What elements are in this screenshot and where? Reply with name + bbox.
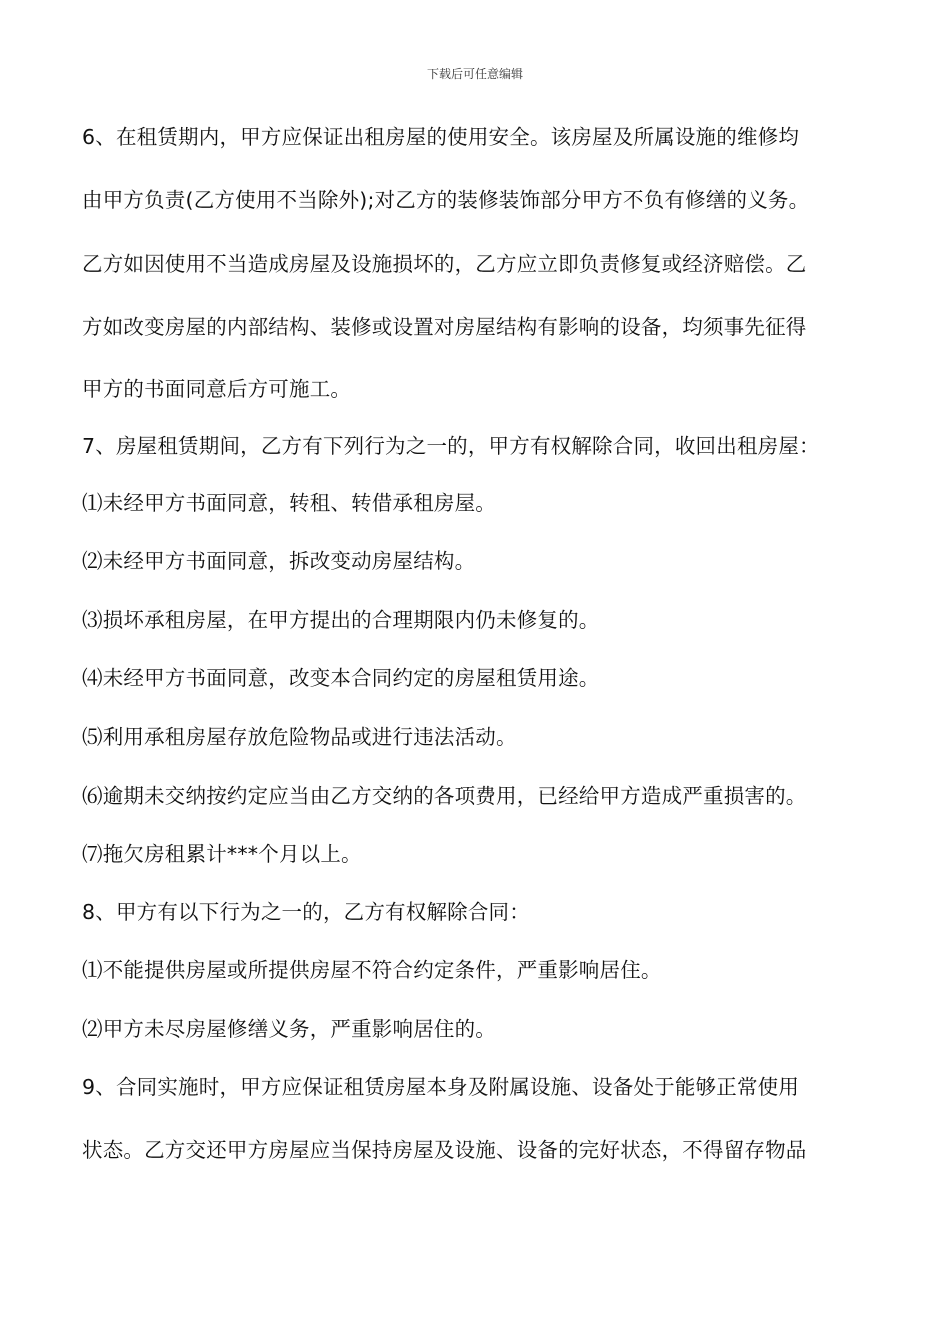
list-item: ⑵未经甲方书面同意，拆改变动房屋结构。 bbox=[82, 549, 476, 573]
text-line: 7、房屋租赁期间，乙方有下列行为之一的，甲方有权解除合同，收回出租房屋： bbox=[82, 434, 820, 458]
list-item: ⑴未经甲方书面同意，转租、转借承租房屋。 bbox=[82, 491, 496, 515]
text-line: 乙方如因使用不当造成房屋及设施损坏的，乙方应立即负责修复或经济赔偿。乙 bbox=[82, 252, 807, 276]
list-item: ⑷未经甲方书面同意，改变本合同约定的房屋租赁用途。 bbox=[82, 666, 600, 690]
text-line: 甲方的书面同意后方可施工。 bbox=[82, 377, 352, 401]
text-line: 状态。乙方交还甲方房屋应当保持房屋及设施、设备的完好状态，不得留存物品 bbox=[82, 1138, 807, 1162]
page-header: 下载后可任意编辑 bbox=[426, 67, 523, 81]
text-line: 8、甲方有以下行为之一的，乙方有权解除合同： bbox=[82, 900, 530, 924]
list-item: ⑴不能提供房屋或所提供房屋不符合约定条件，严重影响居住。 bbox=[82, 958, 662, 982]
text-line: 9、合同实施时，甲方应保证租赁房屋本身及附属设施、设备处于能够正常使用 bbox=[82, 1075, 800, 1099]
list-item: ⑵甲方未尽房屋修缮义务，严重影响居住的。 bbox=[82, 1017, 496, 1041]
text-line: 由甲方负责(乙方使用不当除外);对乙方的装修装饰部分甲方不负有修缮的义务。 bbox=[82, 188, 810, 212]
list-item: ⑶损坏承租房屋，在甲方提出的合理期限内仍未修复的。 bbox=[82, 608, 600, 632]
text-line: 方如改变房屋的内部结构、装修或设置对房屋结构有影响的设备，均须事先征得 bbox=[82, 315, 807, 339]
text-line: 6、在租赁期内，甲方应保证出租房屋的使用安全。该房屋及所属设施的维修均 bbox=[82, 125, 800, 149]
list-item: ⑺拖欠房租累计***个月以上。 bbox=[82, 842, 362, 866]
list-item: ⑹逾期未交纳按约定应当由乙方交纳的各项费用，已经给甲方造成严重损害的。 bbox=[82, 784, 807, 808]
list-item: ⑸利用承租房屋存放危险物品或进行违法活动。 bbox=[82, 725, 517, 749]
